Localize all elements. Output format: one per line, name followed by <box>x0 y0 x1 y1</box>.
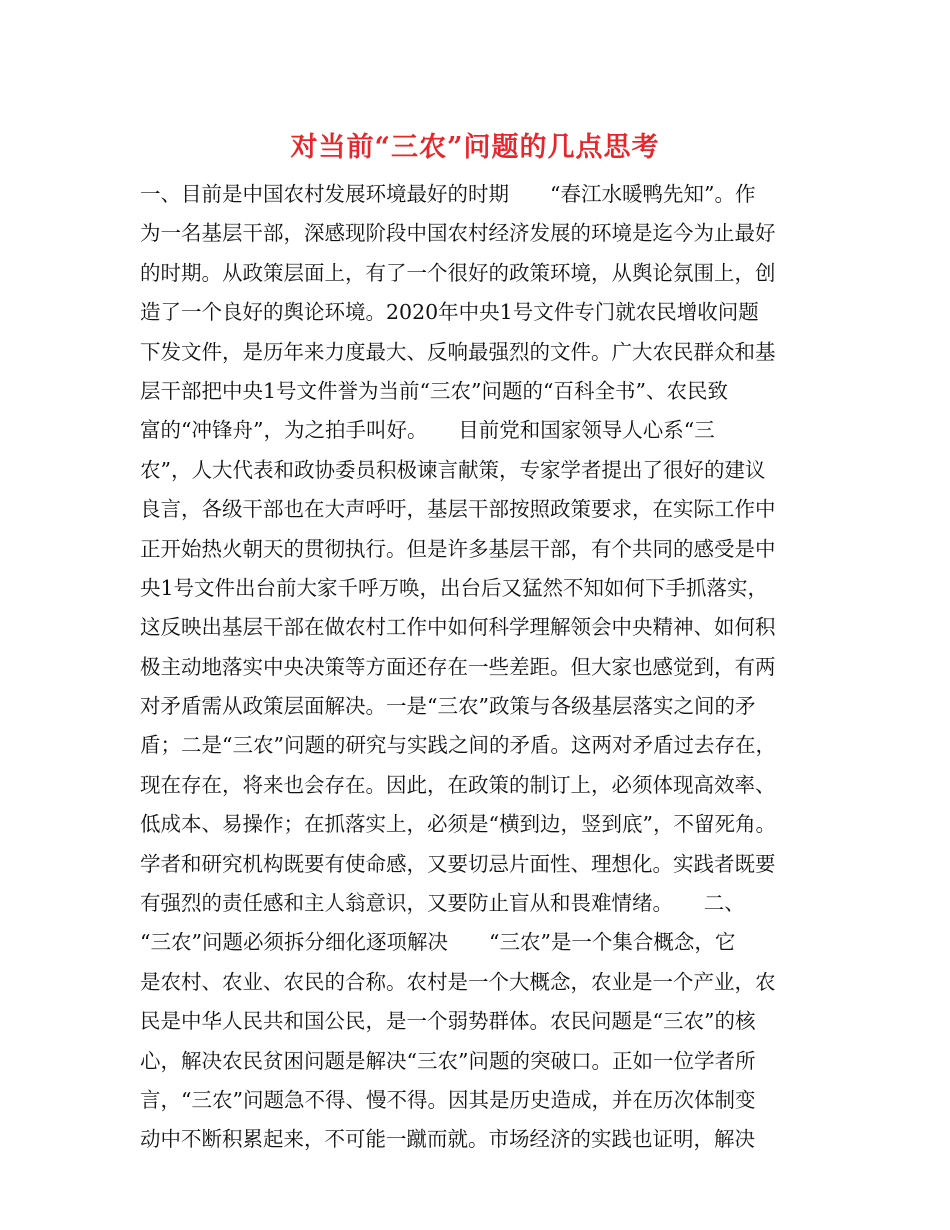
body-line: 是农村、农业、农民的合称。农村是一个大概念，农业是一个产业，农 <box>140 969 776 994</box>
body-line: 为一名基层干部，深感现阶段中国农村经济发展的环境是迄今为止最好 <box>140 221 776 246</box>
document-body <box>140 175 816 1160</box>
body-line: 低成本、易操作；在抓落实上，必须是“横到边，竖到底”，不留死角。 <box>140 812 776 837</box>
body-line: 造了一个良好的舆论环境。2020年中央1号文件专门就农民增收问题 <box>140 300 759 325</box>
body-line: 一、目前是中国农村发展环境最好的时期 “春江水暖鸭先知”。作 <box>140 182 756 206</box>
body-line: 言，“三农”问题急不得、慢不得。因其是历史造成，并在历次体制变 <box>140 1087 756 1112</box>
body-line: “三农”问题必须拆分细化逐项解决 “三农”是一个集合概念，它 <box>140 930 736 955</box>
body-line: 对矛盾需从政策层面解决。一是“三农”政策与各级基层落实之间的矛 <box>140 694 756 719</box>
body-line: 盾；二是“三农”问题的研究与实践之间的矛盾。这两对矛盾过去存在， <box>140 733 776 758</box>
body-line: 动中不断积累起来，不可能一蹴而就。市场经济的实践也证明，解决 <box>140 1127 755 1152</box>
body-line: 正开始热火朝天的贯彻执行。但是许多基层干部，有个共同的感受是中 <box>140 536 776 561</box>
body-line: 良言，各级干部也在大声呼吁，基层干部按照政策要求，在实际工作中 <box>140 497 776 522</box>
body-line: 的时期。从政策层面上，有了一个很好的政策环境，从舆论氛围上，创 <box>140 260 776 285</box>
body-line: 学者和研究机构既要有使命感，又要切忌片面性、理想化。实践者既要 <box>140 851 776 876</box>
body-line: 下发文件，是历年来力度最大、反响最强烈的文件。广大农民群众和基 <box>140 339 776 364</box>
body-line: 富的“冲锋舟”，为之拍手叫好。 目前党和国家领导人心系“三 <box>140 418 715 443</box>
body-line: 心，解决农民贫困问题是解决“三农”问题的突破口。正如一位学者所 <box>140 1048 756 1073</box>
body-line: 央1号文件出台前大家千呼万唤，出台后又猛然不知如何下手抓落实， <box>140 575 769 600</box>
body-line: 民是中华人民共和国公民，是一个弱势群体。农民问题是“三农”的核 <box>140 1009 756 1034</box>
body-line: 这反映出基层干部在做农村工作中如何科学理解领会中央精神、如何积 <box>140 615 776 640</box>
document-title: 对当前“三农”问题的几点思考 <box>290 132 660 163</box>
body-line: 农”，人大代表和政协委员积极谏言献策，专家学者提出了很好的建议 <box>140 457 766 482</box>
body-line: 有强烈的责任感和主人翁意识，又要防止盲从和畏难情绪。 二、 <box>140 891 745 916</box>
body-line: 极主动地落实中央决策等方面还存在一些差距。但大家也感觉到，有两 <box>140 654 776 679</box>
body-line: 现在存在，将来也会存在。因此，在政策的制订上，必须体现高效率、 <box>140 772 776 797</box>
body-line: 层干部把中央1号文件誉为当前“三农”问题的“百科全书”、农民致 <box>140 378 728 403</box>
